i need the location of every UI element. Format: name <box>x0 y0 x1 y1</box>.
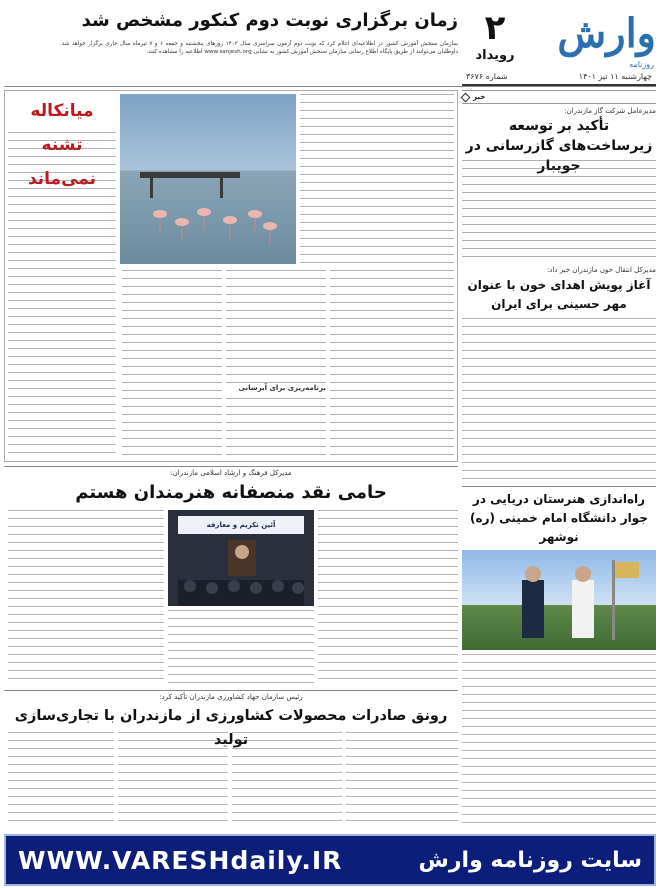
website-banner[interactable] <box>4 834 656 886</box>
top-divider <box>4 86 656 87</box>
masthead <box>462 4 656 86</box>
banner-label: سایت روزنامه وارش <box>418 847 642 873</box>
khabar-label: خبر <box>473 93 486 101</box>
right-divider <box>462 486 656 487</box>
banner-caption: آئین تکریم و معارفه <box>178 516 304 534</box>
story4-kicker: مدیرکل فرهنگ و ارشاد اسلامی مازندران: <box>170 469 292 477</box>
story1-title: تأکید بر توسعه زیرساخت‌های گازرسانی در جویبار <box>465 118 653 174</box>
newspaper-logo: وارش <box>557 10 656 57</box>
diamond-icon <box>461 92 471 102</box>
story3-body <box>462 654 656 830</box>
story4-title: حامی نقد منصفانه هنرمندان هستم <box>75 482 387 503</box>
feature-text-col2 <box>226 270 326 458</box>
story1-body <box>462 160 656 264</box>
story3-photo <box>462 550 656 650</box>
story5-title: رونق صادرات محصولات کشاورزی از مازندران با تجاری‌سازی تولید <box>14 708 448 748</box>
top-story-body: سازمان سنجش آموزش کشور در اطلاعیه‌ای اعلام کرد که نوبت دوم آزمون سراسری سال ۱۴۰۲ روزهای پنجشنبه و جمعه ۶ و ۷ تیرماه سال جاری برگزار خواهد شد. داوطلبان می‌توانند از طریق پایگاه اطلاع رسانی سازمان سنجش آموزش کشور به نشانی www.sanjesh.org اطلاعیه را مشاهده کنند. <box>60 41 458 55</box>
flamingos-graphic <box>120 94 296 264</box>
page-number: ۲ <box>484 8 506 48</box>
story4-photo <box>168 510 314 606</box>
audience-graphic <box>168 510 314 606</box>
weekday-date: چهارشنبه ۱۱ تیر ۱۴۰۱ <box>578 72 652 81</box>
lower-divider <box>4 690 458 691</box>
feature-text-col3 <box>122 270 222 458</box>
feature-text-col1 <box>330 270 454 458</box>
story5-col2 <box>232 732 342 828</box>
feature-subhead: برنامه‌ریزی برای آبرسانی <box>226 384 326 392</box>
feature-photo <box>120 94 296 264</box>
story4-body-left <box>8 510 164 686</box>
story5-col4 <box>8 732 114 828</box>
khabar-tag <box>462 90 656 104</box>
story5-col1 <box>346 732 458 828</box>
story2-body <box>462 318 656 483</box>
top-story-title: زمان برگزاری نوبت دوم کنکور مشخص شد <box>81 10 458 31</box>
story5-kicker: رئیس سازمان جهاد کشاورزی مازندران تأکید کرد: <box>159 693 303 701</box>
ceremony-figures <box>462 550 656 650</box>
feature-text-left <box>8 132 116 458</box>
mid-divider <box>4 466 458 467</box>
issue-number: شماره ۳۶۷۶ <box>466 72 508 81</box>
dateline <box>462 72 656 81</box>
logo-subtitle: روزنامه <box>629 60 654 69</box>
section-name: رویداد <box>475 48 515 63</box>
banner-site-url[interactable]: WWW.VARESHdaily.IR <box>18 845 343 875</box>
feature-title: میانکاله تشنه نمی‌ماند <box>27 101 97 189</box>
feature-text-upper-right <box>300 94 454 264</box>
story4-body-right <box>318 510 458 686</box>
story1-kicker: مدیرعامل شرکت گاز مازندران: <box>564 107 656 115</box>
story2-kicker: مدیرکل انتقال خون مازندران خبر داد: <box>546 266 656 274</box>
story3-title: راه‌اندازی هنرستان دریایی در جوار دانشگاه امام خمینی (ره) نوشهر <box>470 492 648 544</box>
story4-body-under <box>168 610 314 686</box>
story2-title: آغاز پویش اهدای خون با عنوان مهر حسینی برای ایران <box>467 278 651 311</box>
story5-col3 <box>118 732 228 828</box>
